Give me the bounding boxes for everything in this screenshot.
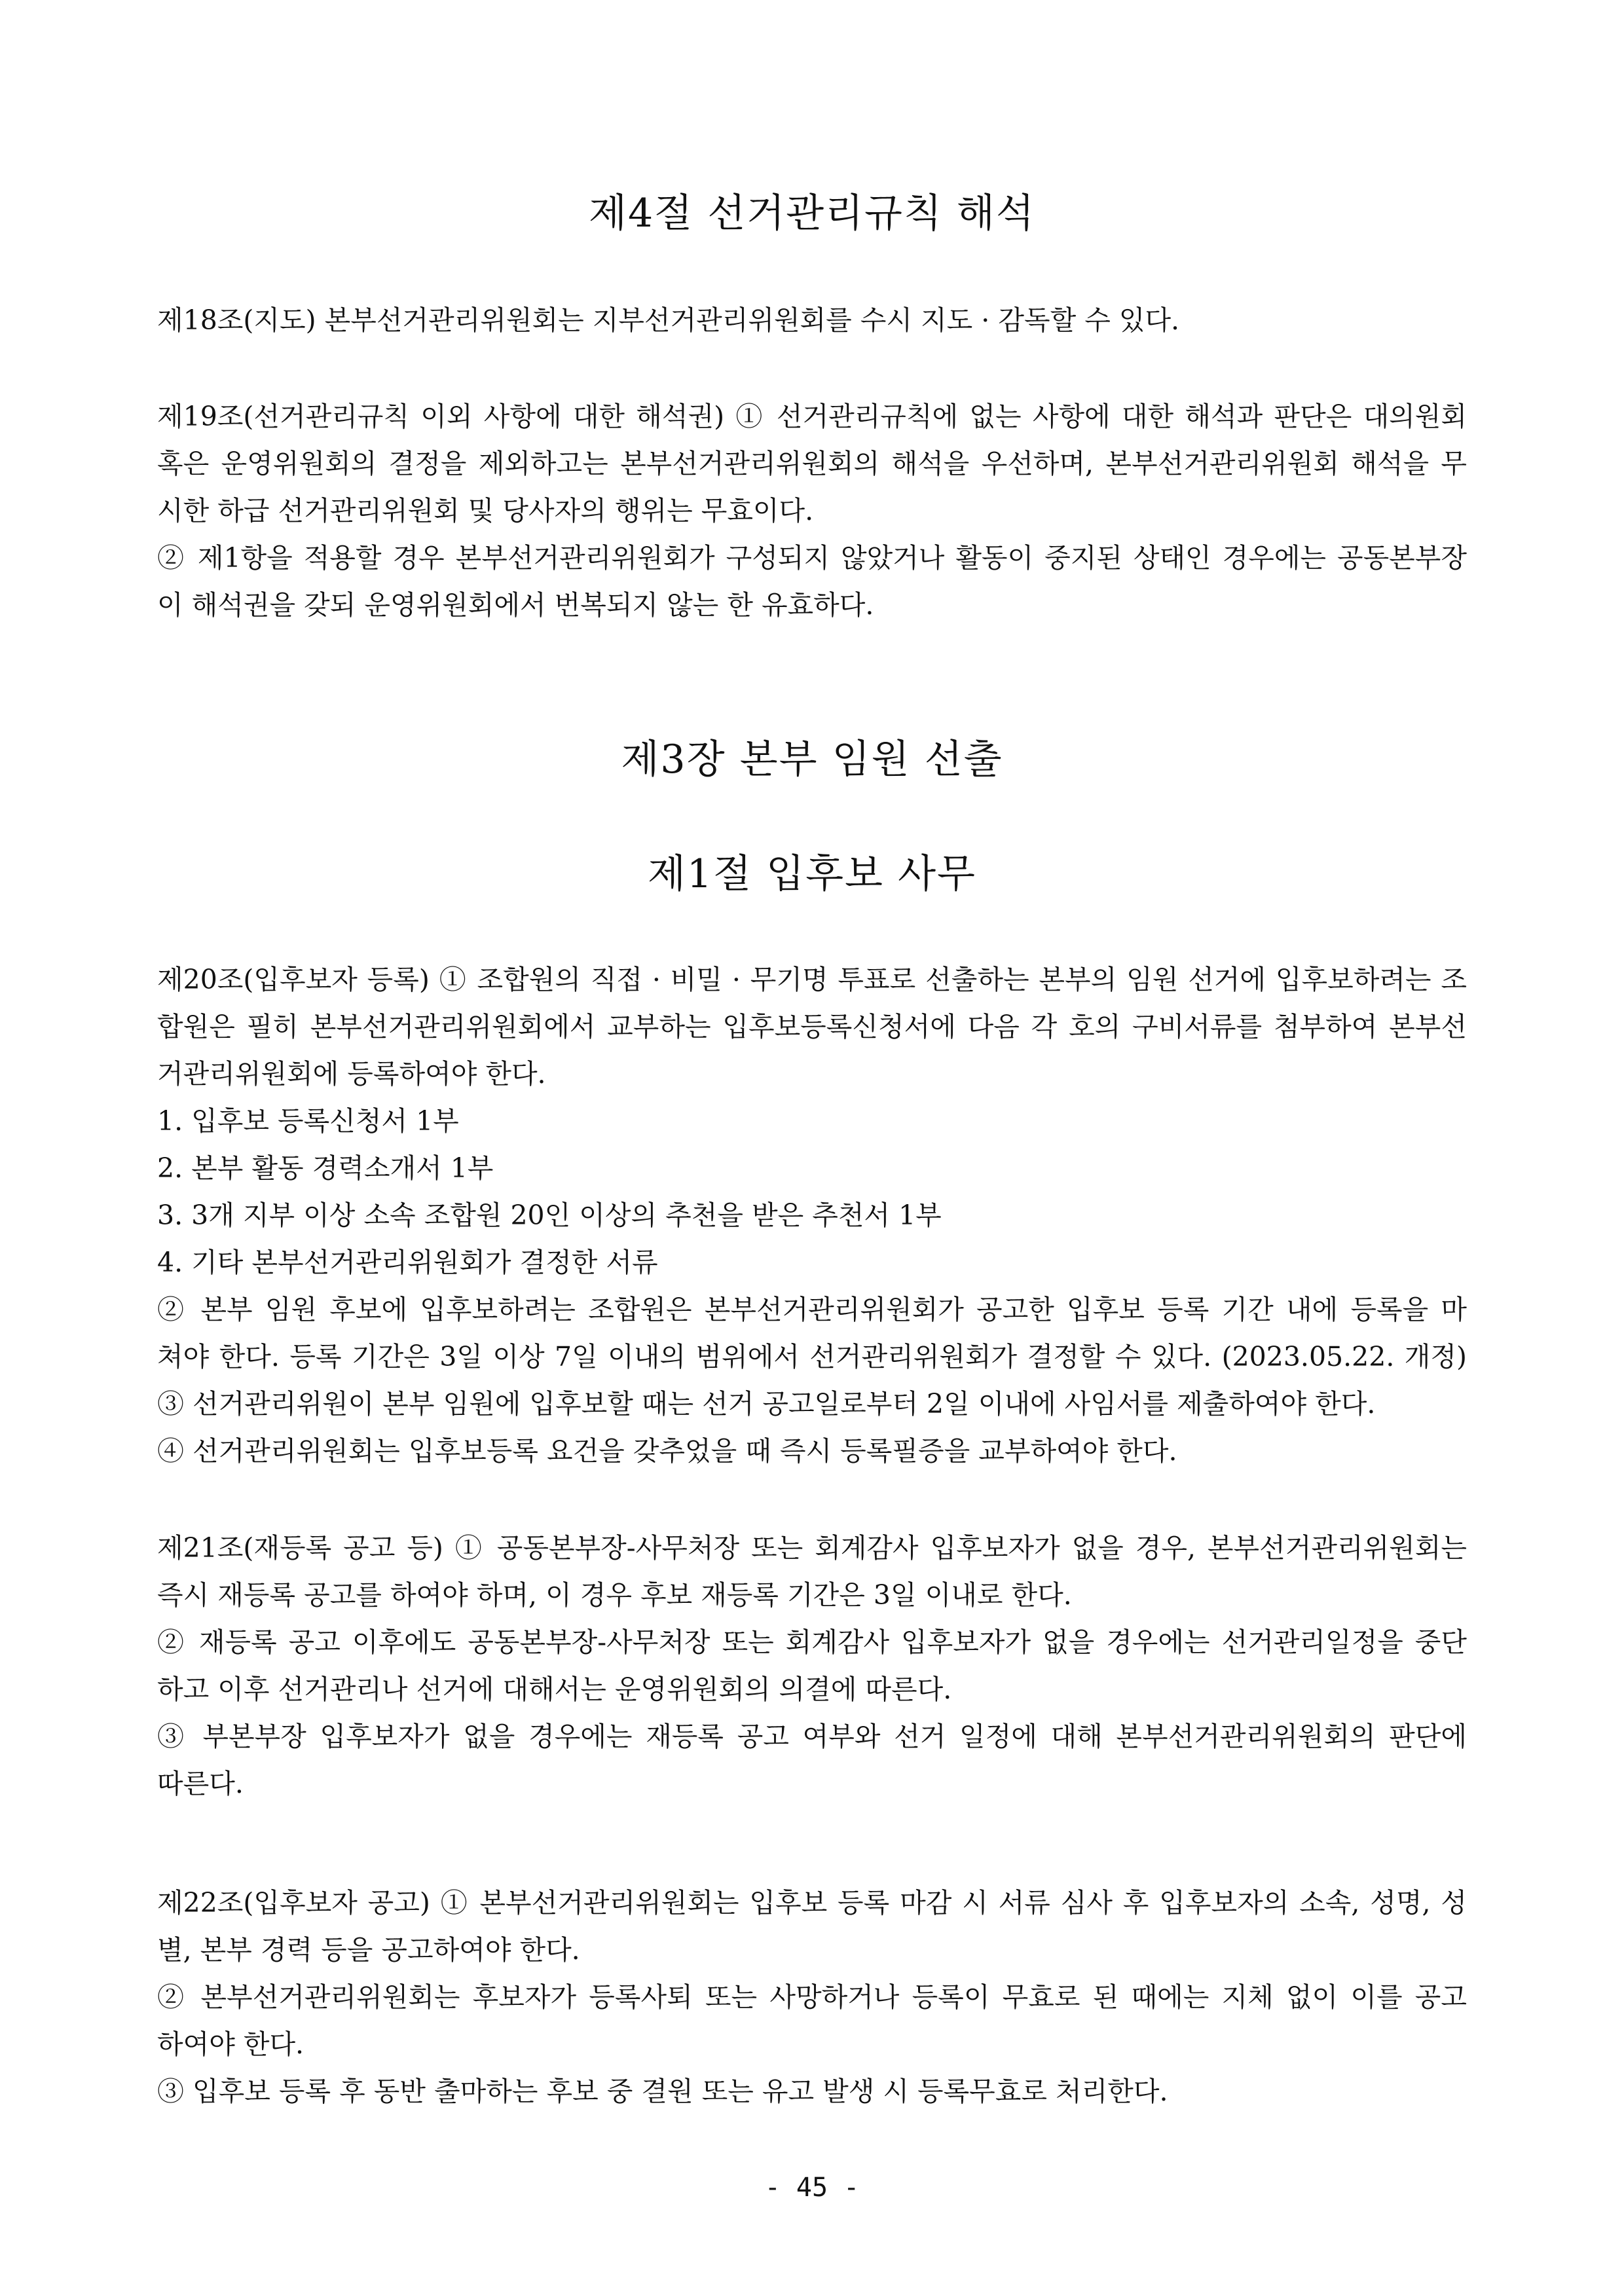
page-number: - 45 - [764, 2173, 860, 2203]
article-20-line: 제20조(입후보자 등록) ① 조합원의 직접 · 비밀 · 무기명 투표로 선출하는 본부의 임원 선거에 입후보하려는 조 [157, 964, 1467, 995]
article-19-line: 시한 하급 선거관리위원회 및 당사자의 행위는 무효이다. [157, 495, 814, 526]
article-22-line: 하여야 한다. [157, 2029, 304, 2060]
article-20-item: 2. 본부 활동 경력소개서 1부 [157, 1152, 494, 1184]
article-21-line: 제21조(재등록 공고 등) ① 공동본부장-사무처장 또는 회계감사 입후보자가 없을 경우, 본부선거관리위원회는 [157, 1532, 1467, 1564]
article-19 [157, 393, 1467, 629]
article-19-line: 혹은 운영위원회의 결정을 제외하고는 본부선거관리위원회의 해석을 우선하며, 본부선거관리위원회 해석을 무 [157, 448, 1467, 479]
article-21-line: 하고 이후 선거관리나 선거에 대해서는 운영위원회의 의결에 따른다. [157, 1674, 952, 1705]
article-22-line: 별, 본부 경력 등을 공고하여야 한다. [157, 1934, 580, 1966]
article-19-line: 제19조(선거관리규칙 이외 사항에 대한 해석권) ① 선거관리규칙에 없는 사항에 대한 해석과 판단은 대의원회 [157, 401, 1467, 432]
article-18 [157, 297, 1467, 344]
article-19-line: 이 해석권을 갖되 운영위원회에서 번복되지 않는 한 유효하다. [157, 589, 874, 621]
article-18-line: 제18조(지도) 본부선거관리위원회는 지부선거관리위원회를 수시 지도 · 감독할 수 있다. [157, 304, 1180, 336]
article-22-line: ③ 입후보 등록 후 동반 출마하는 후보 중 결원 또는 유고 발생 시 등록무효로 처리한다. [157, 2076, 1168, 2107]
article-20-line: ② 본부 임원 후보에 입후보하려는 조합원은 본부선거관리위원회가 공고한 입후보 등록 기간 내에 등록을 마 [157, 1294, 1467, 1325]
section-heading-1: 제1절 입후보 사무 [647, 851, 977, 897]
article-20-line: 쳐야 한다. 등록 기간은 3일 이상 7일 이내의 범위에서 선거관리위원회가 결정할 수 있다. (2023.05.22. 개정) [157, 1341, 1467, 1372]
chapter-heading-3: 제3장 본부 임원 선출 [621, 737, 1003, 782]
article-21 [157, 1524, 1467, 1807]
article-20-line: 거관리위원회에 등록하여야 한다. [157, 1058, 546, 1090]
article-20-line: 합원은 필히 본부선거관리위원회에서 교부하는 입후보등록신청서에 다음 각 호의 구비서류를 첨부하여 본부선 [157, 1011, 1467, 1042]
article-21-line: ③ 부본부장 입후보자가 없을 경우에는 재등록 공고 여부와 선거 일정에 대해 본부선거관리위원회의 판단에 [157, 1721, 1467, 1752]
article-19-line: ② 제1항을 적용할 경우 본부선거관리위원회가 구성되지 않았거나 활동이 중지된 상태인 경우에는 공동본부장 [157, 542, 1467, 574]
article-20-item: 3. 3개 지부 이상 소속 조합원 20인 이상의 추천을 받은 추천서 1부 [157, 1200, 942, 1231]
article-20-line: ③ 선거관리위원이 본부 임원에 입후보할 때는 선거 공고일로부터 2일 이내에 사임서를 제출하여야 한다. [157, 1388, 1376, 1420]
article-22-line: 제22조(입후보자 공고) ① 본부선거관리위원회는 입후보 등록 마감 시 서류 심사 후 입후보자의 소속, 성명, 성 [157, 1887, 1467, 1919]
article-20-line: ④ 선거관리위원회는 입후보등록 요건을 갖추었을 때 즉시 등록필증을 교부하여야 한다. [157, 1435, 1177, 1467]
article-21-line: 따른다. [157, 1768, 244, 1799]
section-heading-4: 제4절 선거관리규칙 해석 [589, 191, 1035, 236]
article-20-item: 1. 입후보 등록신청서 1부 [157, 1105, 459, 1137]
article-20 [157, 956, 1467, 1475]
article-22-line: ② 본부선거관리위원회는 후보자가 등록사퇴 또는 사망하거나 등록이 무효로 된 때에는 지체 없이 이를 공고 [157, 1981, 1467, 2013]
article-21-line: 즉시 재등록 공고를 하여야 하며, 이 경우 후보 재등록 기간은 3일 이내로 한다. [157, 1579, 1072, 1611]
article-20-item: 4. 기타 본부선거관리위원회가 결정한 서류 [157, 1247, 658, 1278]
article-22 [157, 1879, 1467, 2115]
article-21-line: ② 재등록 공고 이후에도 공동본부장-사무처장 또는 회계감사 입후보자가 없을 경우에는 선거관리일정을 중단 [157, 1626, 1467, 1658]
